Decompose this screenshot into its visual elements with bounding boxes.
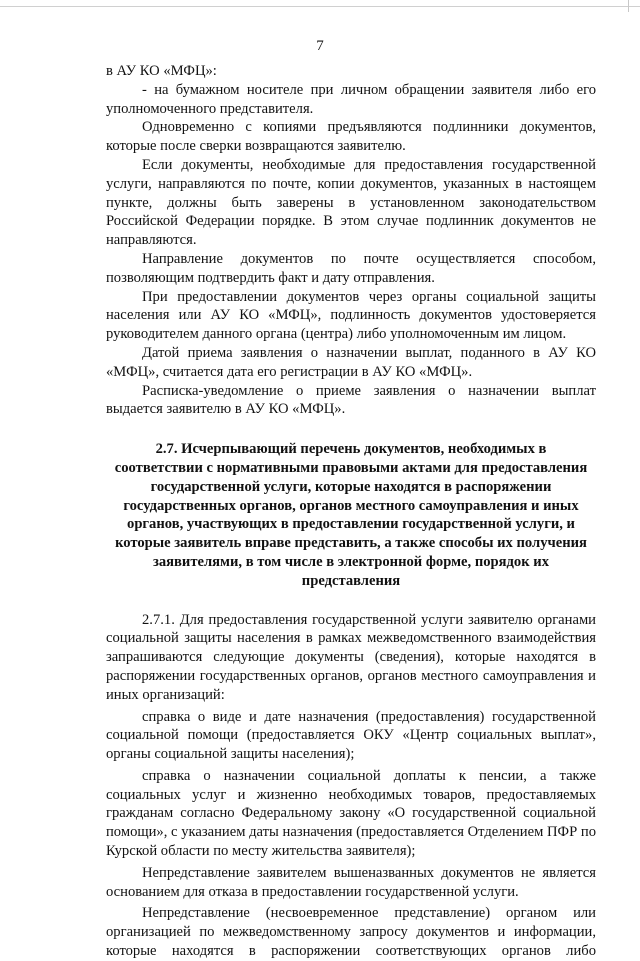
document-body <box>106 62 596 961</box>
page-top-edge <box>0 6 640 7</box>
heading-line: органов, участвующих в предоставлении государственной услуги, и <box>127 516 575 533</box>
section-heading-2-7 <box>106 440 596 590</box>
heading-line: 2.7. Исчерпывающий перечень документов, необходимых в <box>155 441 547 458</box>
paragraph-receipt-notice: Расписка-уведомление о приеме заявления о назначении выплат выдается заявителю в АУ КО «МФЦ». <box>106 382 596 418</box>
paragraph-mail-direction: Направление документов по почте осуществляется способом, позволяющим подтвердить факт и дату отправления. <box>106 250 596 286</box>
heading-line: государственных органов, органов местного самоуправления и иных <box>123 497 579 514</box>
paragraph-state-aid-certificate: справка о виде и дате назначения (предоставления) государственной социальной помощи (предоставляется ОКУ «Центр социальных выплат», органы социальной защиты населения); <box>106 708 596 763</box>
heading-line: которые заявитель вправе представить, а также способы их получения <box>115 535 587 552</box>
paragraph-2-7-1: 2.7.1. Для предоставления государственной услуги заявителю органами социальной защиты населения в рамках межведомственного взаимодействия запрашиваются следующие документы (сведения), которые находятся в распоряжении государственных органов, органов местного самоуправления и иных организаций: <box>106 611 596 703</box>
heading-line: заявителями, в том числе в электронной форме, порядок их представления <box>152 553 549 589</box>
page-number: 7 <box>316 38 324 54</box>
paragraph-paper-submission: - на бумажном носителе при личном обращении заявителя либо его уполномоченного представителя. <box>106 81 596 117</box>
paragraph-non-submission: Непредставление заявителем вышеназванных документов не является основанием для отказа в предоставлении государственной услуги. <box>106 864 596 900</box>
paragraph-intro: в АУ КО «МФЦ»: <box>106 63 217 79</box>
heading-line: соответствии с нормативными правовыми актами для предоставления <box>114 459 588 476</box>
paragraph-untimely-submission: Непредставление (несвоевременное представление) органом или организацией по межведомственному запросу документов и информации, которые находятся в распоряжении соответствующих органов либо <box>106 905 596 960</box>
paragraph-pension-supplement-certificate: справка о назначении социальной доплаты к пенсии, а также социальных услуг и жизненно необходимых товаров, предоставляемых гражданам согласно Федеральному закону «О государственной социальной помощи», с указанием даты назначения (предоставляется Отделением ПФР по Курской области по месту жительства заявителя); <box>106 767 596 860</box>
paragraph-originals: Одновременно с копиями предъявляются подлинники документов, которые после сверки возвращаются заявителю. <box>106 119 596 155</box>
paragraph-mail-copies: Если документы, необходимые для предоставления государственной услуги, направляются по почте, копии документов, указанных в настоящем пункте, должны быть заверены в установленном законодательством Российской Федерации порядке. В этом случае подлинник документов не направляются. <box>106 156 596 249</box>
heading-line: государственной услуги, которые находятся в распоряжении <box>150 478 552 495</box>
paragraph-acceptance-date: Датой приема заявления о назначении выплат, поданного в АУ КО «МФЦ», считается дата его регистрации в АУ КО «МФЦ». <box>106 344 596 380</box>
paragraph-authenticity: При предоставлении документов через органы социальной защиты населения или АУ КО «МФЦ», подлинность документов удостоверяется руководителем данного органа (центра) либо уполномоченным им лицом. <box>106 288 596 343</box>
page-corner-mark <box>628 0 629 12</box>
